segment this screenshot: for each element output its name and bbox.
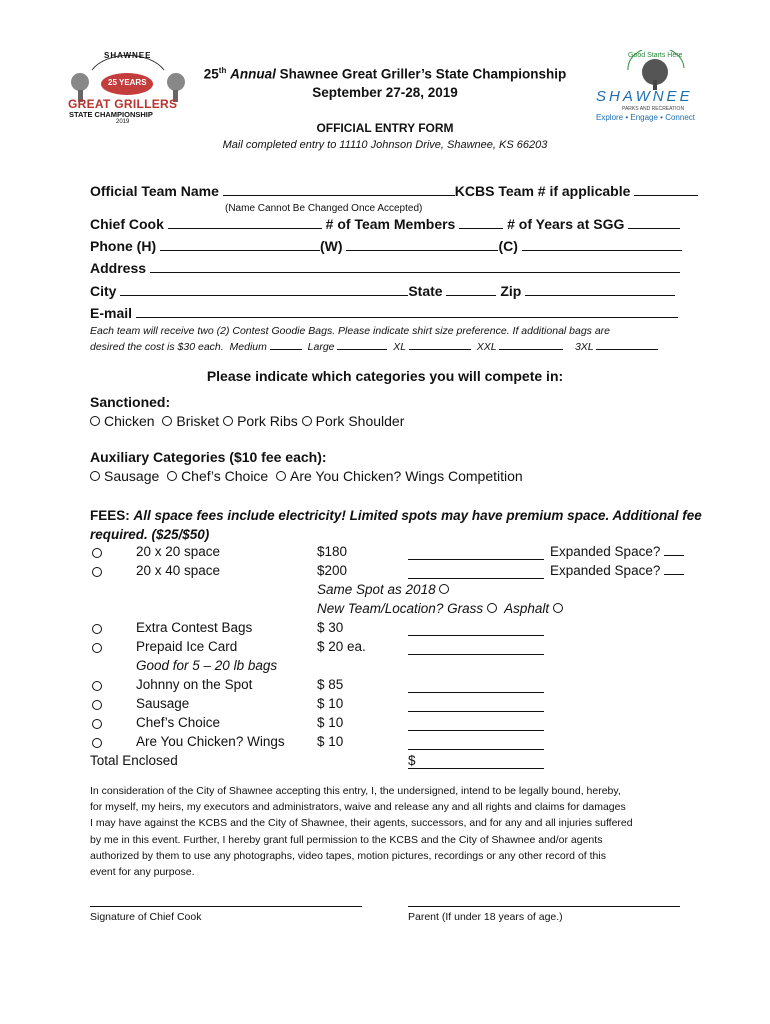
fee-amount-input[interactable] — [408, 696, 544, 712]
chief-signature-line[interactable] — [90, 906, 362, 907]
state-input[interactable] — [446, 295, 496, 296]
checkbox-circle-icon[interactable] — [92, 719, 102, 729]
event-title: 25th Annual Shawnee Great Griller’s State Championship — [203, 66, 567, 82]
checkbox-circle-icon[interactable] — [167, 471, 177, 481]
bags-note-line1: Each team will receive two (2) Contest Goodie Bags. Please indicate shirt size preference. If additional bags are — [90, 325, 611, 337]
logo-year-text: 2019 — [116, 119, 130, 125]
option-chicken[interactable]: Chicken — [90, 413, 155, 429]
auxiliary-label: Auxiliary Categories ($10 fee each): — [90, 449, 327, 465]
name-note: (Name Cannot Be Changed Once Accepted) — [225, 203, 423, 214]
fees-note: FEES: All space fees include electricity! Limited spots may have premium space. Additional fee required. ($25/$50) — [90, 508, 702, 542]
logo-sub-text: STATE CHAMPIONSHIP — [69, 110, 153, 119]
logo-badge-text: 25 YEARS — [108, 78, 147, 87]
fee-row-ice: Prepaid Ice Card $ 20 ea. — [90, 639, 690, 657]
option-wings[interactable]: Are You Chicken? Wings Competition — [276, 468, 523, 484]
fee-row-chefs-choice: Chef’s Choice $ 10 — [90, 715, 690, 733]
fee-row-20x20: 20 x 20 space $180 Expanded Space? — [90, 544, 690, 562]
medium-input[interactable] — [270, 349, 302, 350]
option-chefs-choice[interactable]: Chef’s Choice — [167, 468, 268, 484]
years-sgg-input[interactable] — [628, 228, 680, 229]
fee-amount-input[interactable] — [408, 734, 544, 750]
bags-note-line2: desired the cost is $30 each. Medium Large XL XXL 3XL — [90, 341, 680, 353]
team-members-input[interactable] — [459, 228, 503, 229]
phone-w-input[interactable] — [346, 250, 498, 251]
sanctioned-options — [90, 413, 404, 429]
fee-amount-input[interactable] — [408, 715, 544, 731]
mail-instructions: Mail completed entry to 11110 Johnson Drive, Shawnee, KS 66203 — [222, 139, 548, 151]
fee-row-johnny: Johnny on the Spot $ 85 — [90, 677, 690, 695]
checkbox-circle-icon[interactable] — [92, 681, 102, 691]
fee-amount-input[interactable] — [408, 639, 544, 655]
chief-signature-label: Signature of Chief Cook — [90, 911, 202, 923]
phone-row: Phone (H) (W) (C) — [90, 238, 680, 254]
fee-row-wings: Are You Chicken? Wings $ 10 — [90, 734, 690, 752]
xl-input[interactable] — [409, 349, 471, 350]
event-dates: September 27-28, 2019 — [312, 85, 458, 100]
xxl-input[interactable] — [499, 349, 563, 350]
email-row: E-mail — [90, 305, 680, 321]
fee-row-sausage: Sausage $ 10 — [90, 696, 690, 714]
checkbox-circle-icon[interactable] — [92, 700, 102, 710]
waiver-text: In consideration of the City of Shawnee accepting this entry, I, the undersigned, intend to be legally bound, hereby, for myself, my heirs, my executors and administrators, waive and release any and all rights and claims for damages I may have against the KCBS and the City of Shawnee, their agents, successors, and for any and all injuries suffered by me in this event. Further, I hereby grant full permission to the KCBS and the City of Shawnee and/or agents authorized by them to use any photographs, video tapes, motion pictures, recordings or any other record of this event for any purpose. — [90, 785, 633, 879]
sanctioned-label: Sanctioned: — [90, 394, 171, 410]
form-title: OFFICIAL ENTRY FORM — [316, 121, 454, 135]
auxiliary-options — [90, 468, 523, 484]
fee-amount-input[interactable] — [408, 677, 544, 693]
checkbox-circle-icon[interactable] — [302, 416, 312, 426]
parent-signature-line[interactable] — [408, 906, 680, 907]
checkbox-circle-icon[interactable] — [276, 471, 286, 481]
logo-tagline: Explore • Engage • Connect — [596, 113, 695, 122]
ice-note: Good for 5 – 20 lb bags — [136, 658, 278, 673]
fee-row-20x40: 20 x 40 space $200 Expanded Space? — [90, 563, 690, 581]
checkbox-circle-icon[interactable] — [90, 471, 100, 481]
checkbox-circle-icon[interactable] — [439, 584, 449, 594]
large-input[interactable] — [337, 349, 387, 350]
email-input[interactable] — [136, 317, 678, 318]
total-input[interactable]: $ — [408, 753, 544, 769]
fee-amount-input[interactable] — [408, 620, 544, 636]
parent-signature-label: Parent (If under 18 years of age.) — [408, 911, 563, 923]
new-team-row: New Team/Location? Grass Asphalt — [90, 601, 690, 619]
total-row: Total Enclosed $ — [90, 753, 690, 771]
checkbox-circle-icon[interactable] — [92, 567, 102, 577]
team-name-row: Official Team Name KCBS Team # if applicable — [90, 183, 680, 199]
option-sausage[interactable]: Sausage — [90, 468, 159, 484]
checkbox-circle-icon[interactable] — [92, 624, 102, 634]
kcbs-input[interactable] — [634, 195, 698, 196]
checkbox-circle-icon[interactable] — [487, 603, 497, 613]
option-brisket[interactable]: Brisket — [162, 413, 219, 429]
checkbox-circle-icon[interactable] — [223, 416, 233, 426]
checkbox-circle-icon[interactable] — [90, 416, 100, 426]
logo-main-text: GREAT GRILLERS — [68, 97, 178, 111]
checkbox-circle-icon[interactable] — [553, 603, 563, 613]
fee-amount-input[interactable] — [408, 544, 544, 560]
checkbox-circle-icon[interactable] — [162, 416, 172, 426]
expanded-space-input[interactable] — [664, 574, 684, 575]
same-spot-row: Same Spot as 2018 — [90, 582, 690, 600]
categories-heading: Please indicate which categories you will compete in: — [206, 368, 564, 384]
address-input[interactable] — [150, 272, 680, 273]
expanded-space-input[interactable] — [664, 555, 684, 556]
logo-top-text: SHAWNEE — [104, 51, 152, 60]
shawnee-parks-logo — [592, 50, 716, 124]
city-row: City State Zip — [90, 283, 680, 299]
logo-arc-text: Good Starts Here — [628, 52, 683, 59]
3xl-input[interactable] — [596, 349, 658, 350]
option-pork-ribs[interactable]: Pork Ribs — [223, 413, 298, 429]
fee-amount-input[interactable] — [408, 563, 544, 579]
checkbox-circle-icon[interactable] — [92, 643, 102, 653]
chief-cook-input[interactable] — [168, 228, 322, 229]
option-pork-shoulder[interactable]: Pork Shoulder — [302, 413, 405, 429]
chief-cook-row: Chief Cook # of Team Members # of Years at SGG — [90, 216, 680, 232]
checkbox-circle-icon[interactable] — [92, 738, 102, 748]
address-row: Address — [90, 260, 680, 276]
phone-h-input[interactable] — [160, 250, 320, 251]
checkbox-circle-icon[interactable] — [92, 548, 102, 558]
team-name-input[interactable] — [223, 195, 455, 196]
city-input[interactable] — [120, 295, 408, 296]
fee-row-bags: Extra Contest Bags $ 30 — [90, 620, 690, 638]
zip-input[interactable] — [525, 295, 675, 296]
phone-c-input[interactable] — [522, 250, 682, 251]
logo-name-text: SHAWNEE — [596, 88, 693, 105]
logo-sub-text-right: PARKS AND RECREATION — [622, 106, 685, 112]
